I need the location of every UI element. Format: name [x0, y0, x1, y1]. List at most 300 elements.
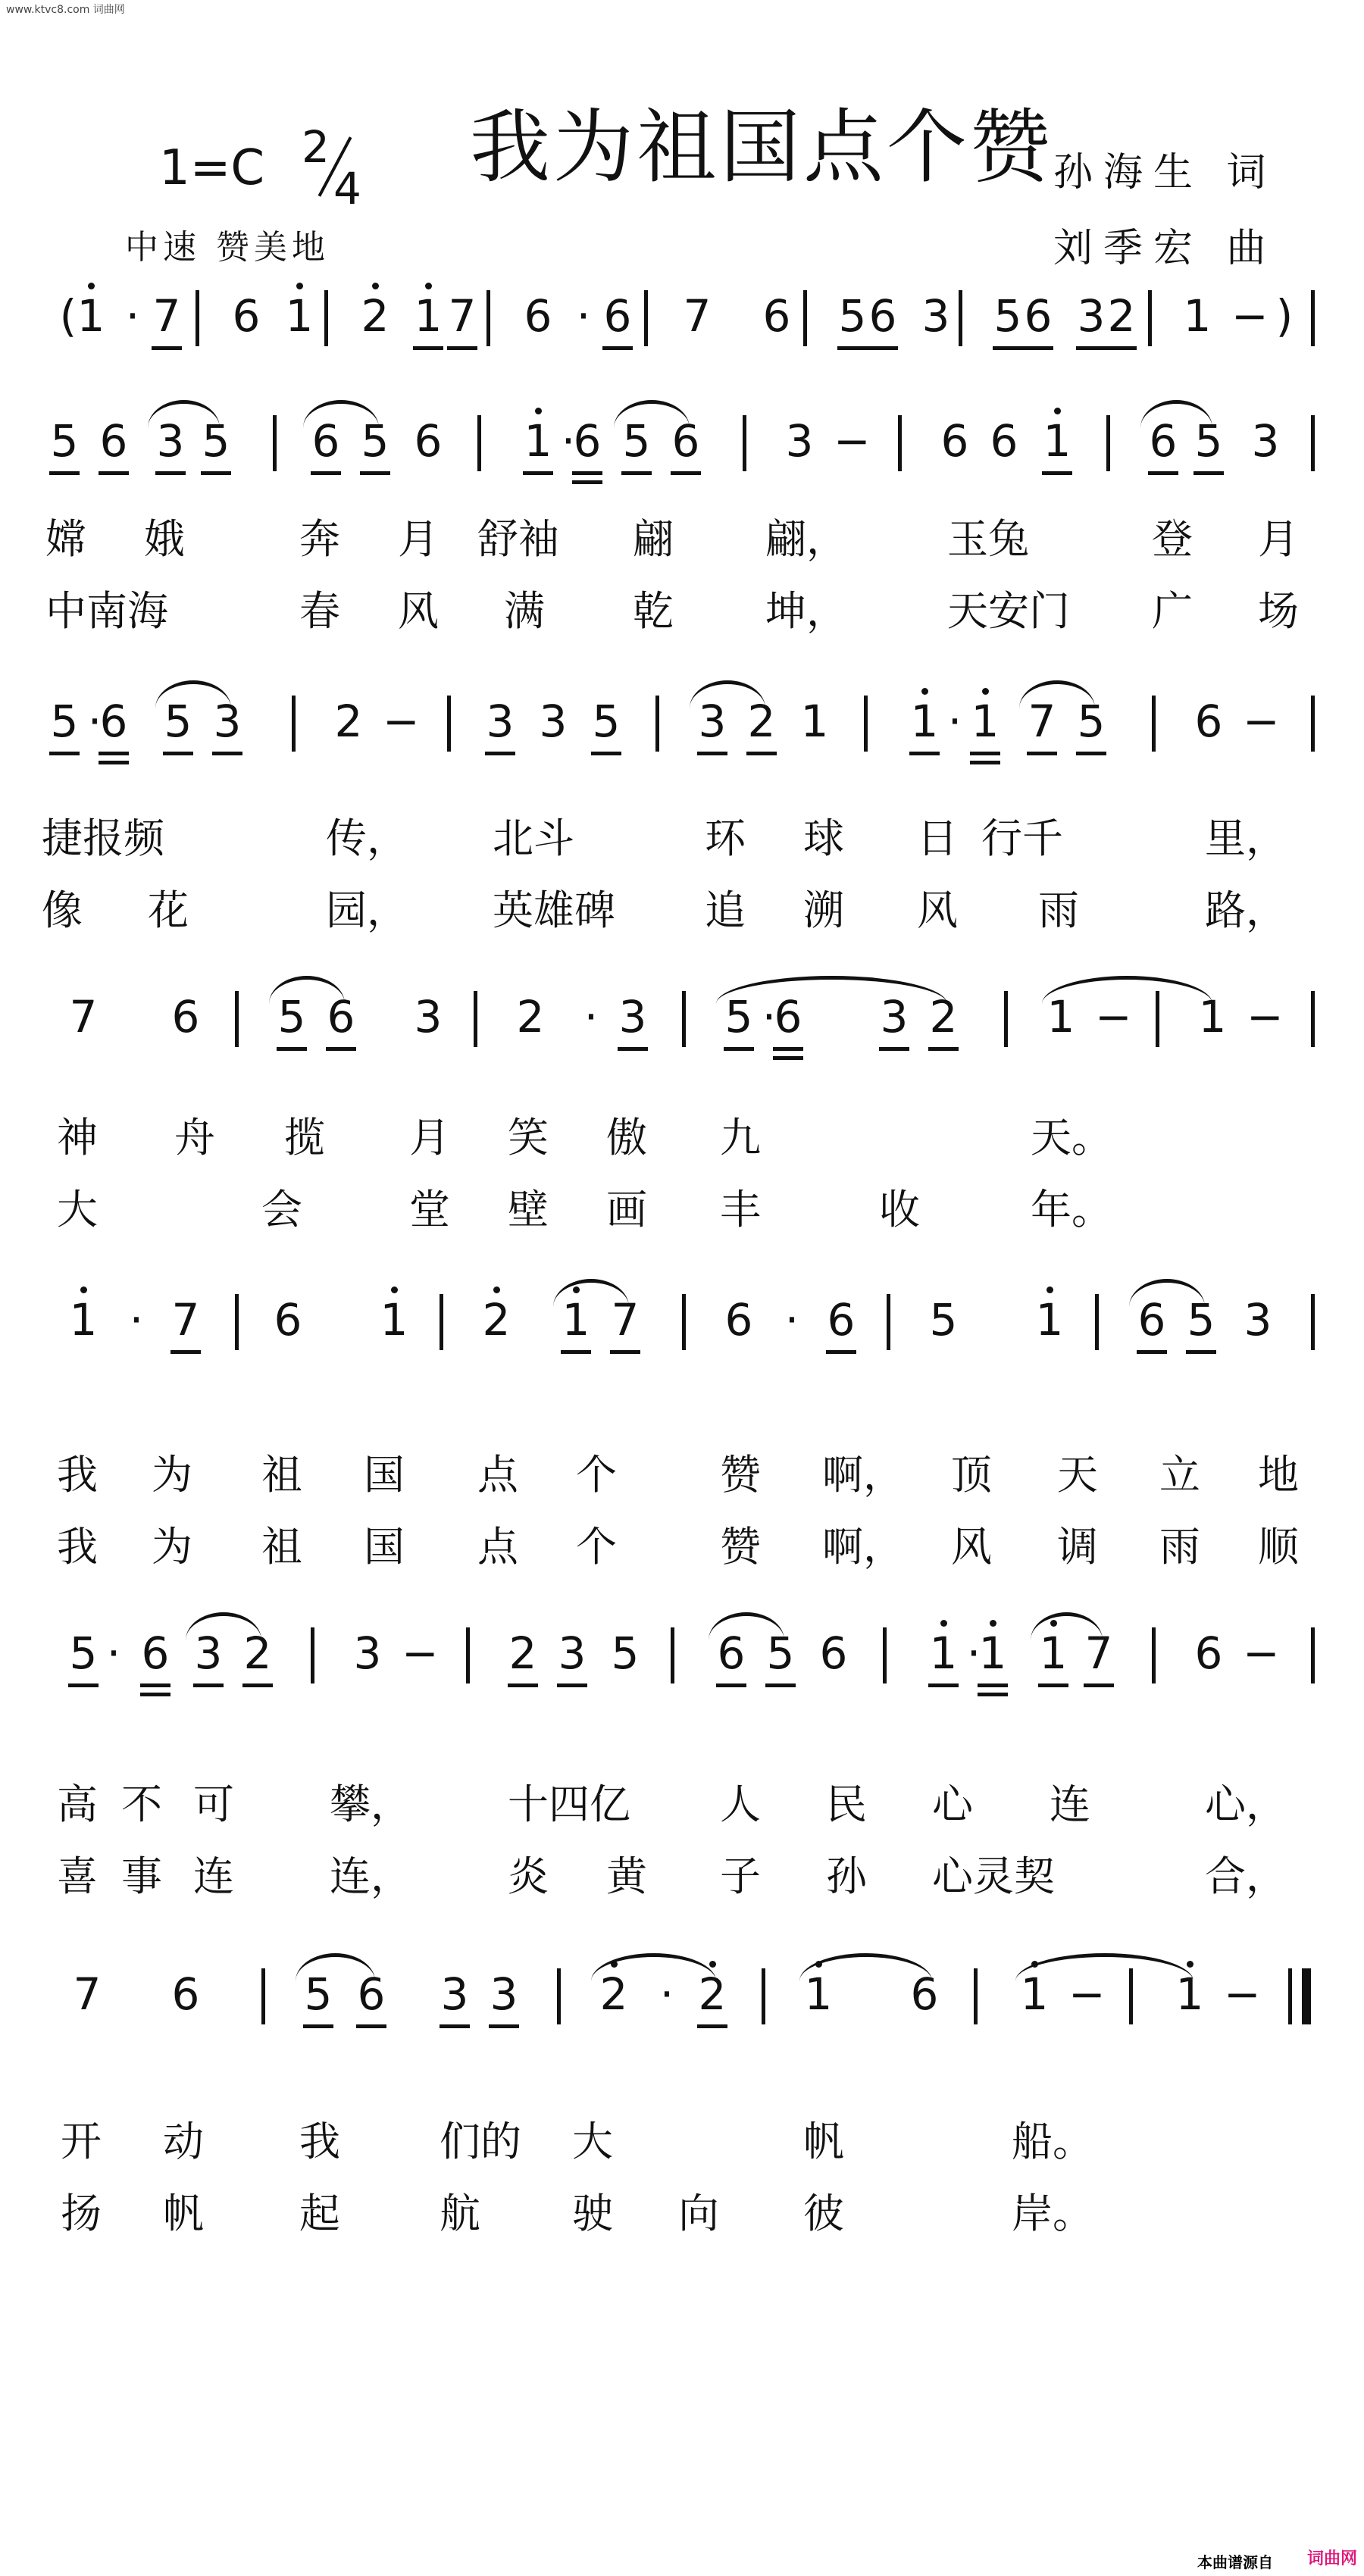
- octave-dot: [940, 1620, 947, 1627]
- lyric-row-6-2: [0, 2190, 1364, 2243]
- duration-underline: [68, 1683, 99, 1687]
- octave-dot: [391, 1286, 398, 1293]
- note-symbol: 1: [1175, 1968, 1204, 2020]
- final-barline: [1302, 1968, 1311, 2024]
- lyric-word: 月: [398, 515, 439, 563]
- note-symbol: 6: [762, 290, 791, 342]
- note: [940, 417, 970, 465]
- note: [837, 292, 868, 340]
- note-symbol: 7: [448, 290, 477, 342]
- note-symbol: −: [1243, 696, 1280, 747]
- duration-underline: [49, 471, 80, 475]
- barline: [671, 1627, 674, 1683]
- barline: [440, 1294, 443, 1350]
- barline: [1311, 1627, 1315, 1683]
- note-symbol: 5: [838, 290, 867, 342]
- tempo-marking: 中速 赞美地: [125, 228, 330, 267]
- lyric-word: 连，: [330, 1852, 411, 1900]
- note: [724, 1296, 754, 1344]
- note-symbol: ): [1275, 290, 1294, 342]
- slur: [709, 1612, 784, 1640]
- slur: [269, 976, 345, 1004]
- lyric-word: 彼: [803, 2190, 844, 2237]
- lyric-word: 扬: [61, 2190, 102, 2237]
- lyric-word: 场: [1258, 587, 1299, 635]
- note-symbol: ·: [87, 696, 102, 747]
- note-symbol: ·: [947, 696, 962, 747]
- key-signature: 1=C: [159, 140, 265, 196]
- lyric-word: 春: [299, 587, 340, 635]
- note-symbol: 6: [311, 415, 340, 467]
- note: [1034, 1296, 1065, 1344]
- note-symbol: 1: [1039, 1627, 1068, 1679]
- lyric-word: 连: [193, 1852, 234, 1900]
- note-symbol: 1: [800, 696, 829, 747]
- lyric-word: 北斗: [493, 814, 574, 862]
- duration-underline: [311, 471, 341, 475]
- lyric-word: 丰: [720, 1186, 761, 1233]
- lyric-word: 黄: [606, 1852, 647, 1900]
- lyric-word: 起: [299, 2190, 340, 2237]
- note: [1076, 292, 1106, 340]
- duration-underline: [602, 346, 633, 350]
- duration-underline: [1084, 1683, 1114, 1687]
- note: [909, 697, 940, 746]
- slur: [148, 400, 220, 428]
- lyric-word: 嫦: [45, 515, 86, 563]
- lyric-word: 向: [678, 2190, 719, 2237]
- note-symbol: 1: [414, 290, 443, 342]
- time-signature: [302, 121, 370, 227]
- barline: [974, 1968, 978, 2024]
- lyric-word: 攀，: [330, 1780, 411, 1828]
- lyric-word: 溯: [803, 886, 844, 934]
- lyric-row-3-1: [0, 1114, 1364, 1167]
- note: [818, 1629, 849, 1677]
- duration-underline: [970, 752, 1000, 755]
- slur: [1031, 1612, 1103, 1640]
- duration-underline: [572, 480, 602, 484]
- note: [68, 993, 99, 1041]
- duration-underline: [837, 346, 868, 350]
- duration-underline: [970, 761, 1000, 764]
- lyric-word: 点: [477, 1451, 518, 1499]
- note-symbol: 5: [1077, 696, 1106, 747]
- note: [49, 417, 80, 465]
- duration-underline: [868, 346, 898, 350]
- note-symbol: 3: [558, 1627, 587, 1679]
- lyric-word: 大: [57, 1186, 98, 1233]
- duration-underline: [489, 2024, 519, 2028]
- note: [413, 292, 443, 340]
- note-symbol: 6: [910, 1968, 939, 2020]
- slur: [690, 680, 765, 708]
- duration-underline: [765, 1683, 796, 1687]
- time-signature-top: 2: [302, 121, 330, 173]
- lyric-word: 赞: [720, 1451, 761, 1499]
- barline: [803, 290, 807, 346]
- note-symbol: 1: [971, 696, 1000, 747]
- note: [515, 993, 546, 1041]
- lyric-word: 炎: [508, 1852, 549, 1900]
- note: [352, 1629, 383, 1677]
- note-symbol: 6: [603, 290, 632, 342]
- barline: [466, 1627, 470, 1683]
- duration-underline: [591, 752, 621, 755]
- duration-underline: [826, 1350, 856, 1354]
- note-symbol: 7: [69, 991, 98, 1043]
- lyric-word: 会: [261, 1186, 302, 1233]
- note: [1106, 292, 1137, 340]
- music-line-1: [0, 261, 1364, 390]
- barline: [1004, 991, 1008, 1047]
- note-symbol: 6: [327, 991, 355, 1043]
- note-symbol: ·: [966, 1627, 981, 1679]
- note: [784, 417, 815, 465]
- lyric-row-2-1: [0, 814, 1364, 868]
- note-symbol: ·: [784, 1294, 799, 1346]
- lyric-word: 堂: [409, 1186, 450, 1233]
- octave-dot: [709, 1961, 716, 1968]
- slur: [553, 1279, 629, 1307]
- note-symbol: 6: [990, 415, 1018, 467]
- duration-underline: [746, 752, 777, 755]
- note-symbol: 6: [232, 290, 261, 342]
- lyric-word: 捷报频: [42, 814, 164, 862]
- note-symbol: 3: [1244, 1294, 1272, 1346]
- music-line-7: [0, 1940, 1364, 2068]
- time-signature-bottom: 4: [333, 163, 361, 214]
- lyric-word: 国: [364, 1451, 405, 1499]
- note: [591, 697, 621, 746]
- lyric-word: 人: [720, 1780, 761, 1828]
- note-symbol: −: [834, 415, 871, 467]
- note-symbol: 5: [611, 1627, 640, 1679]
- slur: [1015, 1953, 1194, 1981]
- duration-underline: [561, 1350, 591, 1354]
- slur: [591, 1953, 716, 1981]
- lyric-word: 们的: [440, 2118, 521, 2165]
- note-symbol: 6: [357, 1968, 386, 2020]
- lyric-word: 顶: [951, 1451, 992, 1499]
- duration-underline: [303, 2024, 333, 2028]
- note-symbol: 5: [592, 696, 621, 747]
- lyric-word: 雨: [1159, 1523, 1200, 1571]
- duration-underline: [909, 752, 940, 755]
- note-symbol: 3: [921, 290, 950, 342]
- lyric-word: 画: [606, 1186, 647, 1233]
- note-symbol: ·: [576, 290, 591, 342]
- source-note: 本曲谱源自: [1197, 2553, 1273, 2571]
- barline: [273, 415, 277, 471]
- note-symbol: 1: [1035, 1294, 1064, 1346]
- lyric-word: 月: [409, 1114, 450, 1161]
- composer-credit: 刘季宏 曲: [1053, 226, 1277, 271]
- note: [170, 993, 201, 1041]
- lyric-word: 神: [57, 1114, 98, 1161]
- duration-underline: [1076, 752, 1106, 755]
- barline: [887, 1294, 890, 1350]
- lyric-row-5-2: [0, 1852, 1364, 1905]
- note: [523, 292, 553, 340]
- note-symbol: ·: [583, 991, 599, 1043]
- note: [413, 993, 443, 1041]
- lyric-word: 不: [121, 1780, 162, 1828]
- note: [978, 1629, 1008, 1677]
- lyric-row-1-1: [0, 515, 1364, 568]
- note: [379, 1296, 409, 1344]
- barline: [762, 1968, 765, 2024]
- note: [99, 417, 129, 465]
- duration-underline: [1027, 752, 1057, 755]
- lyric-word: 啊，: [822, 1523, 904, 1571]
- lyric-word: 传，: [326, 814, 408, 862]
- duration-underline: [242, 1683, 273, 1687]
- note-symbol: ·: [659, 1968, 674, 2020]
- duration-underline: [928, 1683, 959, 1687]
- lyric-word: 玉兔: [947, 515, 1029, 563]
- barline: [196, 290, 199, 346]
- note-symbol: −: [1247, 991, 1284, 1043]
- note: [68, 1629, 99, 1677]
- note: [568, 292, 599, 340]
- barline: [447, 696, 451, 752]
- music-line-2: [0, 386, 1364, 515]
- duration-underline: [1194, 471, 1224, 475]
- lyric-word: 风: [917, 886, 958, 934]
- note-symbol: ·: [561, 415, 576, 467]
- duration-underline: [978, 1683, 1008, 1687]
- lyric-word: 顺: [1258, 1523, 1299, 1571]
- duration-underline: [140, 1683, 170, 1687]
- slur: [1129, 1279, 1205, 1307]
- lyric-word: 壁: [508, 1186, 549, 1233]
- lyric-word: 我: [57, 1451, 98, 1499]
- lyric-word: 立: [1159, 1451, 1200, 1499]
- note-symbol: 5: [277, 991, 306, 1043]
- lyric-word: 娥: [144, 515, 185, 563]
- barline: [682, 1294, 686, 1350]
- note-symbol: 6: [1024, 290, 1053, 342]
- lyric-word: 行千: [981, 814, 1063, 862]
- duration-underline: [879, 1047, 909, 1051]
- note-symbol: 6: [819, 1627, 848, 1679]
- duration-underline: [140, 1693, 170, 1696]
- barline: [655, 696, 659, 752]
- note-symbol: 6: [99, 696, 128, 747]
- note-symbol: 1: [910, 696, 939, 747]
- note: [1269, 292, 1300, 340]
- duration-underline: [724, 1047, 754, 1051]
- lyric-word: 我: [299, 2118, 340, 2165]
- note-symbol: 5: [622, 415, 651, 467]
- lyric-row-4-1: [0, 1451, 1364, 1504]
- barline: [477, 415, 481, 471]
- duration-underline: [326, 1047, 356, 1051]
- lyric-word: 广: [1152, 587, 1193, 635]
- note-symbol: 3: [1077, 290, 1106, 342]
- note: [333, 697, 364, 746]
- barline: [474, 991, 477, 1047]
- note-symbol: 5: [50, 696, 79, 747]
- lyric-word: 九: [720, 1114, 761, 1161]
- note: [447, 292, 477, 340]
- lyric-word: 坤，: [765, 587, 847, 635]
- lyric-word: 大: [572, 2118, 613, 2165]
- note-symbol: −: [1231, 290, 1269, 342]
- duration-underline: [413, 346, 443, 350]
- duration-underline: [212, 752, 242, 755]
- slur: [799, 1953, 932, 1981]
- barline: [1311, 1294, 1315, 1350]
- note: [1194, 1629, 1224, 1677]
- duration-underline: [1148, 471, 1178, 475]
- lyric-word: 翩: [633, 515, 674, 563]
- note-symbol: 6: [414, 415, 443, 467]
- lyric-row-2-2: [0, 886, 1364, 939]
- barline: [682, 991, 686, 1047]
- note-symbol: 2: [599, 1968, 628, 2020]
- lyric-word: 笑: [508, 1114, 549, 1161]
- note-symbol: 6: [141, 1627, 170, 1679]
- note: [618, 993, 648, 1041]
- lyric-row-5-1: [0, 1780, 1364, 1834]
- barline: [292, 696, 296, 752]
- note: [1042, 417, 1072, 465]
- note-symbol: 1: [1020, 1968, 1049, 2020]
- duration-underline: [277, 1047, 307, 1051]
- note-symbol: 1: [1043, 415, 1071, 467]
- note-symbol: 2: [929, 991, 958, 1043]
- lyric-word: 心，: [1205, 1780, 1287, 1828]
- note: [68, 1296, 99, 1344]
- lyric-row-3-2: [0, 1186, 1364, 1239]
- lyric-word: 帆: [803, 2118, 844, 2165]
- note: [413, 417, 443, 465]
- octave-dot: [80, 1286, 87, 1293]
- duration-underline: [697, 752, 727, 755]
- barline: [644, 290, 648, 346]
- barline: [1311, 290, 1315, 346]
- lyric-word: 月: [1258, 515, 1299, 563]
- lyric-word: 子: [720, 1852, 761, 1900]
- lyric-word: 祖: [261, 1523, 302, 1571]
- site-url-header: www.ktvc8.com 词曲网: [6, 4, 125, 16]
- note-symbol: 1: [562, 1294, 590, 1346]
- duration-underline: [170, 1350, 201, 1354]
- note-symbol: 5: [50, 415, 79, 467]
- octave-dot: [1054, 408, 1061, 414]
- duration-underline: [201, 471, 231, 475]
- note: [868, 292, 898, 340]
- duration-underline: [621, 471, 652, 475]
- note-symbol: ·: [125, 290, 140, 342]
- note: [99, 697, 129, 746]
- note-symbol: 1: [77, 290, 105, 342]
- lyric-word: 驶: [572, 2190, 613, 2237]
- note: [152, 292, 182, 340]
- barline: [959, 290, 962, 346]
- duration-underline: [155, 471, 186, 475]
- barline: [1152, 1627, 1156, 1683]
- duration-underline: [360, 471, 390, 475]
- note-symbol: 6: [724, 1294, 753, 1346]
- slur: [296, 1953, 375, 1981]
- note: [76, 292, 106, 340]
- duration-underline: [99, 761, 129, 764]
- note-symbol: 7: [683, 290, 712, 342]
- lyric-row-1-2: [0, 587, 1364, 640]
- note-symbol: 6: [524, 290, 552, 342]
- note-symbol: 1: [69, 1294, 98, 1346]
- note-symbol: 5: [766, 1627, 795, 1679]
- lyric-word: 心灵契: [932, 1852, 1055, 1900]
- slur: [716, 976, 947, 1004]
- duration-underline: [773, 1056, 803, 1060]
- lyric-word: 祖: [261, 1451, 302, 1499]
- barline: [883, 1627, 887, 1683]
- lyric-word: 个: [576, 1523, 617, 1571]
- note-symbol: 3: [490, 1968, 518, 2020]
- octave-dot: [1046, 1286, 1053, 1293]
- lyric-word: 动: [163, 2118, 204, 2165]
- note: [481, 1296, 512, 1344]
- note-symbol: 7: [73, 1968, 102, 2020]
- lyric-word: 奔: [299, 515, 340, 563]
- duration-underline: [523, 471, 553, 475]
- lyric-word: 傲: [606, 1114, 647, 1161]
- note-symbol: 6: [868, 290, 897, 342]
- lyric-word: 事: [121, 1852, 162, 1900]
- barline: [557, 1968, 561, 2024]
- note: [557, 1629, 587, 1677]
- octave-dot: [535, 408, 542, 414]
- note: [99, 1629, 129, 1677]
- duration-underline: [618, 1047, 648, 1051]
- duration-underline: [152, 346, 182, 350]
- note: [284, 292, 314, 340]
- note: [799, 697, 830, 746]
- barline: [235, 1294, 239, 1350]
- duration-underline: [356, 2024, 386, 2028]
- note: [576, 993, 606, 1041]
- note: [610, 1629, 640, 1677]
- lyric-word: 中南海: [45, 587, 168, 635]
- note-symbol: 5: [929, 1294, 958, 1346]
- barline: [324, 290, 328, 346]
- music-line-5: [0, 1265, 1364, 1394]
- lyric-word: 高: [57, 1780, 98, 1828]
- lyric-row-4-2: [0, 1523, 1364, 1576]
- note: [1023, 292, 1053, 340]
- barline: [743, 415, 746, 471]
- note: [1243, 1627, 1280, 1679]
- note: [1231, 290, 1269, 342]
- note: [834, 415, 871, 467]
- lyric-word: 路，: [1205, 886, 1287, 934]
- music-line-6: [0, 1599, 1364, 1727]
- note-symbol: 6: [1194, 696, 1223, 747]
- note-symbol: 7: [611, 1294, 640, 1346]
- note-symbol: −: [1243, 1627, 1280, 1679]
- note-symbol: 6: [1194, 1627, 1223, 1679]
- octave-dot: [372, 283, 379, 289]
- lyric-word: 为: [152, 1451, 192, 1499]
- duration-underline: [1023, 346, 1053, 350]
- note-symbol: 3: [698, 696, 727, 747]
- note-symbol: 6: [1149, 415, 1178, 467]
- duration-underline: [1106, 346, 1137, 350]
